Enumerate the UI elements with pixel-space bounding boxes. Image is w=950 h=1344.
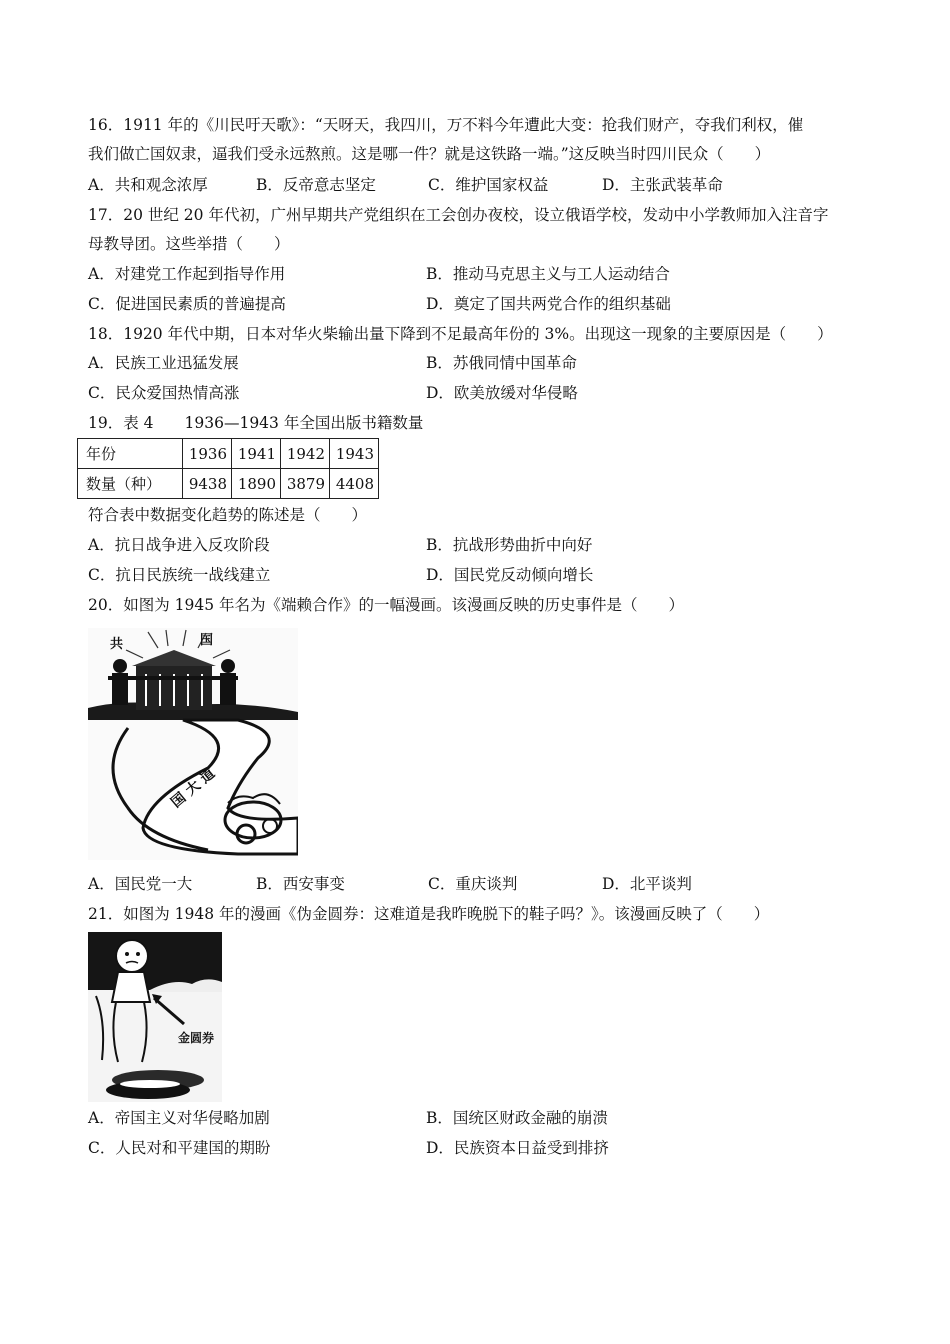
cartoon-label-left: 共 [110,637,124,652]
q21-option-b[interactable]: B．国统区财政金融的崩溃 [426,1109,608,1127]
q21-stem: 21．如图为 1948 年的漫画《伪金圆券：这难道是我昨晚脱下的鞋子吗？》。该漫画反映了（ ） [88,905,770,923]
q16-option-c[interactable]: C．维护国家权益 [428,176,549,194]
q20-stem: 20．如图为 1945 年名为《端赖合作》的一幅漫画。该漫画反映的历史事件是（ ） [88,596,685,614]
q21-option-c[interactable]: C．人民对和平建国的期盼 [88,1139,271,1157]
q18-option-d[interactable]: D．欧美放缓对华侵略 [426,384,578,402]
q16-option-d[interactable]: D．主张武装革命 [602,176,723,194]
q20-option-c[interactable]: C．重庆谈判 [428,875,518,893]
table-header-year: 年份 [78,439,183,469]
q17-stem-line2: 母教导团。这些举措（ ） [88,235,290,253]
cartoon-gold-yuan-image [88,932,222,1102]
q19-option-c[interactable]: C．抗日民族统一战线建立 [88,566,271,584]
table-cell-count: 9438 [183,469,232,499]
q17-stem-line1: 17．20 世纪 20 年代初，广州早期共产党组织在工会创办夜校，设立俄语学校，发动中小学教师加入注音字 [88,206,829,224]
q16-stem-line1: 16．1911 年的《川民吁天歌》：“天呀天，我四川，万不料今年遭此大变：抢我们财产，夺我们利权，催 [88,116,804,134]
q19-table-caption: 19．表 4 1936—1943 年全国出版书籍数量 [88,414,424,432]
q18-stem: 18．1920 年代中期，日本对华火柴输出量下降到不足最高年份的 3%。出现这一现象的主要原因是（ ） [88,325,833,343]
cartoon-cooperation-image [88,628,298,860]
table-cell-count: 3879 [281,469,330,499]
table-cell-year: 1943 [330,439,379,469]
q16-option-a[interactable]: A．共和观念浓厚 [88,176,208,194]
q17-option-d[interactable]: D．奠定了国共两党合作的组织基础 [426,295,671,313]
q20-option-b[interactable]: B．西安事变 [256,875,345,893]
q20-option-a[interactable]: A．国民党一大 [88,875,193,893]
q19-stem: 符合表中数据变化趋势的陈述是（ ） [88,506,368,524]
cartoon-label-right: 国 [200,633,214,648]
books-table [77,438,379,499]
cartoon-gold-yuan-label: 金圆券 [178,1031,215,1045]
q17-option-a[interactable]: A．对建党工作起到指导作用 [88,265,286,283]
q18-option-a[interactable]: A．民族工业迅猛发展 [88,354,239,372]
q18-option-c[interactable]: C．民众爱国热情高涨 [88,384,240,402]
q17-option-b[interactable]: B．推动马克思主义与工人运动结合 [426,265,670,283]
cartoon-road-label: 国 大 道 [168,765,219,812]
table-cell-year: 1941 [232,439,281,469]
q19-option-a[interactable]: A．抗日战争进入反攻阶段 [88,536,270,554]
q21-option-a[interactable]: A．帝国主义对华侵略加剧 [88,1109,270,1127]
table-header-count: 数量（种） [78,469,183,499]
table-cell-year: 1942 [281,439,330,469]
table-row-counts [78,469,379,499]
q17-option-c[interactable]: C．促进国民素质的普遍提高 [88,295,286,313]
q18-option-b[interactable]: B．苏俄同情中国革命 [426,354,577,372]
q21-option-d[interactable]: D．民族资本日益受到排挤 [426,1139,609,1157]
q19-option-b[interactable]: B．抗战形势曲折中向好 [426,536,593,554]
table-cell-count: 1890 [232,469,281,499]
table-cell-year: 1936 [183,439,232,469]
q16-option-b[interactable]: B．反帝意志坚定 [256,176,376,194]
q20-option-d[interactable]: D．北平谈判 [602,875,692,893]
table-row-years [78,439,379,469]
q19-option-d[interactable]: D．国民党反动倾向增长 [426,566,594,584]
table-cell-count: 4408 [330,469,379,499]
q16-stem-line2: 我们做亡国奴隶，逼我们受永远熬煎。这是哪一件？就是这铁路一端。”这反映当时四川民众（ ） [88,145,771,163]
